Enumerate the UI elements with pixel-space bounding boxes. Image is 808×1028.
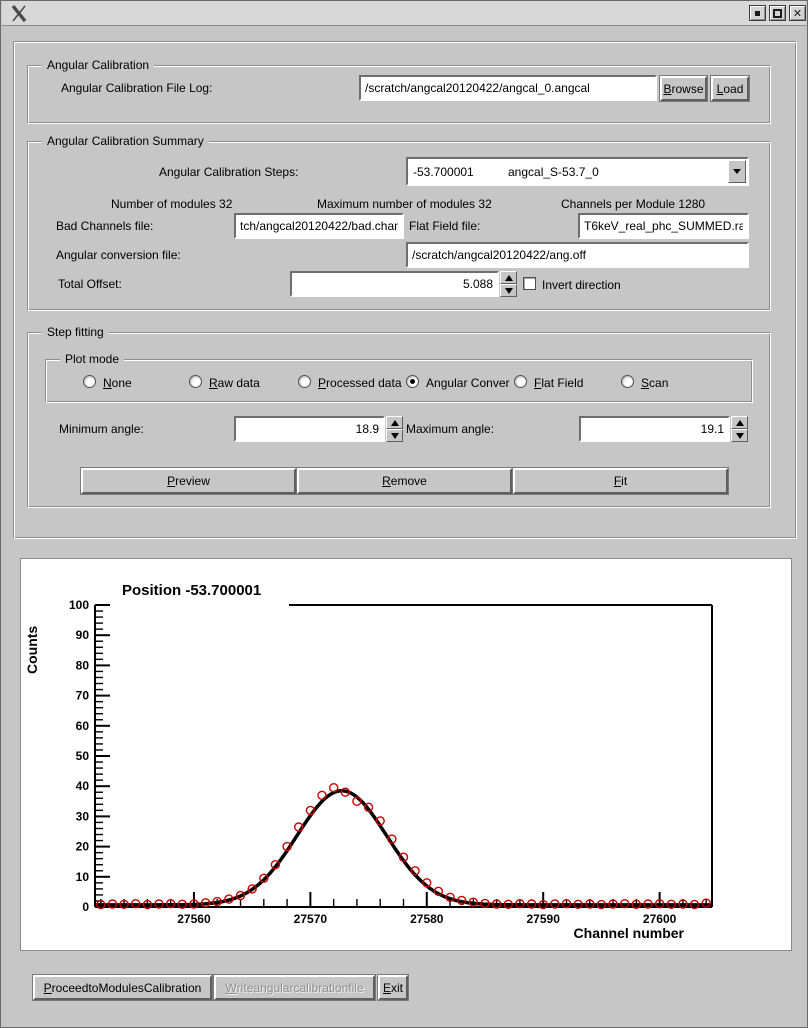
load-button[interactable]: L o a d	[711, 76, 749, 101]
maximum-angle-input[interactable]	[579, 416, 730, 442]
radio-angular-conversion[interactable]	[406, 375, 419, 388]
angular-conversion-input[interactable]	[406, 242, 749, 268]
svg-text:10: 10	[75, 869, 89, 884]
chevron-down-icon	[733, 169, 741, 178]
plot-data	[95, 784, 712, 909]
channels-per-module-text: Channels per Module 1280	[561, 197, 706, 211]
browse-button[interactable]: B r o w s e	[660, 76, 707, 101]
max-modules-text: Maximum number of modules 32	[317, 197, 492, 211]
y-axis-label: Counts	[24, 625, 40, 674]
minimum-angle-spin-down[interactable]	[386, 429, 403, 442]
svg-text:80: 80	[75, 658, 89, 673]
maximum-angle-label: Maximum angle:	[406, 422, 495, 436]
plot-canvas	[20, 558, 792, 951]
preview-button[interactable]: P r e v i e w	[81, 468, 296, 494]
maximum-angle-spin-up[interactable]	[731, 416, 748, 429]
triangle-up-icon	[736, 416, 744, 426]
remove-button[interactable]: R e m o v e	[297, 468, 512, 494]
svg-text:0: 0	[82, 900, 89, 914]
dropdown-button[interactable]	[728, 160, 746, 183]
close-button[interactable]	[789, 5, 806, 21]
svg-text:70: 70	[75, 688, 89, 703]
position-plot	[21, 559, 791, 950]
maximum-angle-stepper	[731, 416, 748, 442]
maximize-button[interactable]	[769, 5, 786, 21]
total-offset-spin-down[interactable]	[500, 284, 517, 297]
radio-none-label: None	[103, 376, 132, 390]
maximize-icon	[773, 9, 782, 18]
file-log-label: Angular Calibration File Log:	[61, 81, 213, 95]
flat-field-label: Flat Field file:	[409, 219, 481, 233]
total-offset-spin-up[interactable]	[500, 271, 517, 284]
radio-processed-data[interactable]	[298, 375, 311, 388]
radio-flat-field[interactable]	[514, 375, 527, 388]
group-title: Angular Calibration Summary	[42, 134, 209, 148]
radio-dot-icon	[410, 379, 415, 384]
svg-text:27590: 27590	[526, 912, 560, 926]
svg-text:27560: 27560	[177, 912, 211, 926]
total-offset-stepper	[500, 271, 517, 297]
svg-text:40: 40	[75, 779, 89, 794]
triangle-down-icon	[505, 288, 513, 298]
plot-frame	[69, 598, 712, 926]
bad-channels-input[interactable]	[234, 213, 404, 239]
triangle-down-icon	[391, 433, 399, 443]
x11-logo-icon	[10, 4, 28, 22]
svg-text:27570: 27570	[293, 912, 328, 926]
total-offset-input[interactable]	[290, 271, 499, 297]
file-log-input[interactable]	[359, 75, 657, 101]
exit-button[interactable]: E x i t	[378, 975, 408, 1000]
triangle-down-icon	[736, 433, 744, 443]
group-title: Step fitting	[42, 325, 109, 339]
num-modules-text: Number of modules 32	[111, 197, 233, 211]
group-title: Angular Calibration	[42, 58, 154, 72]
selected-step-name: angcal_S-53.7_0	[508, 164, 599, 179]
invert-direction-label: Invert direction	[542, 278, 621, 292]
plot-title: Position -53.700001	[122, 582, 262, 599]
svg-text:20: 20	[75, 839, 89, 854]
triangle-up-icon	[505, 271, 513, 281]
minimum-angle-label: Minimum angle:	[59, 422, 144, 436]
radio-processed-data-label: Processed data	[318, 376, 402, 390]
minimum-angle-stepper	[386, 416, 403, 442]
radio-scan[interactable]	[621, 375, 634, 388]
proceed-to-modules-calibration-button[interactable]: P r o c e e d t o M o d u l e s C a l i b r a t i o n	[33, 975, 212, 1000]
calibration-steps-select[interactable]	[406, 157, 749, 186]
bad-channels-label: Bad Channels file:	[56, 219, 154, 233]
invert-direction-checkbox[interactable]	[523, 277, 536, 290]
radio-raw-data-label: Raw data	[209, 376, 260, 390]
radio-flat-field-label: Flat Field	[534, 376, 584, 390]
flat-field-input[interactable]	[578, 213, 749, 239]
x-axis-label: Channel number	[573, 925, 684, 941]
radio-angular-conversion-label: Angular Conver	[426, 376, 510, 390]
radio-scan-label: Scan	[641, 376, 669, 390]
angular-conversion-label: Angular conversion file:	[56, 248, 181, 262]
svg-text:60: 60	[75, 718, 89, 733]
write-angular-calibration-file-button[interactable]: W r i t e a n g u l a r c a l i b r a t i o n f i l e	[214, 975, 375, 1000]
selected-step-position: -53.700001	[413, 164, 474, 179]
calibration-steps-label: Angular Calibration Steps:	[159, 165, 299, 179]
close-icon: ✕	[792, 6, 803, 20]
svg-text:27580: 27580	[410, 912, 444, 926]
fit-button[interactable]: F i t	[513, 468, 728, 494]
triangle-up-icon	[391, 416, 399, 426]
minimum-angle-spin-up[interactable]	[386, 416, 403, 429]
group-title: Plot mode	[60, 352, 124, 366]
maximum-angle-spin-down[interactable]	[731, 429, 748, 442]
svg-text:90: 90	[75, 628, 89, 643]
minimize-button[interactable]	[749, 5, 766, 21]
minimum-angle-input[interactable]	[234, 416, 385, 442]
total-offset-label: Total Offset:	[58, 277, 122, 291]
svg-text:50: 50	[75, 749, 89, 763]
title-bar[interactable]	[2, 1, 806, 26]
minimize-icon	[755, 11, 760, 16]
svg-text:100: 100	[68, 598, 89, 612]
radio-raw-data[interactable]	[189, 375, 202, 388]
svg-text:27600: 27600	[642, 912, 677, 926]
radio-none[interactable]	[83, 375, 96, 388]
svg-text:30: 30	[75, 809, 89, 824]
